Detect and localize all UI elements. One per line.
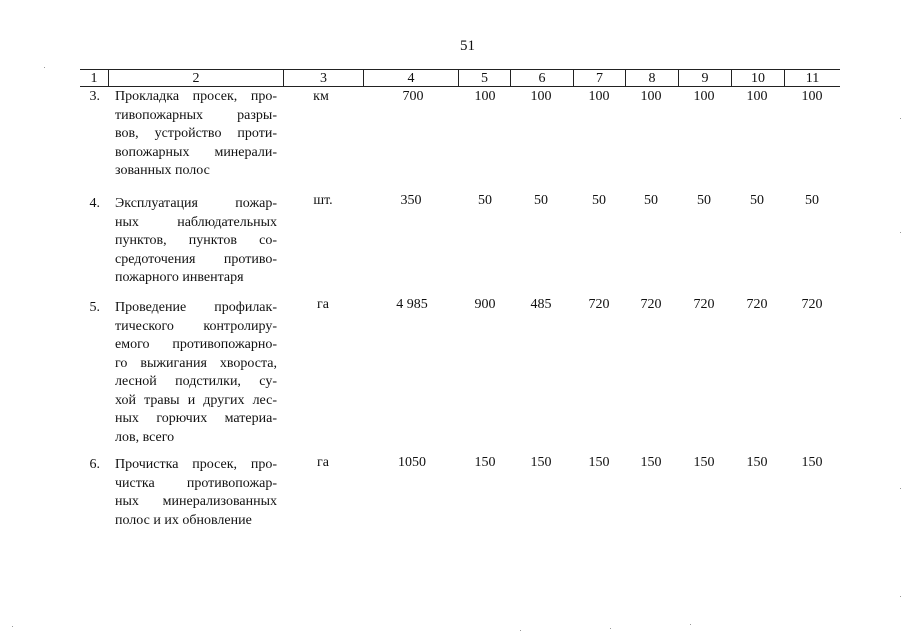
row-description (115, 88, 277, 181)
table-header (80, 69, 840, 87)
description-line: емого противопожарно- (115, 337, 277, 352)
description-line: полос и их обновление (115, 512, 252, 528)
value-cell: 150 (693, 455, 715, 470)
row-number: 6. (89, 457, 100, 472)
row-description (115, 299, 277, 447)
value-cell: 50 (750, 193, 764, 208)
description-line: тического контролиру- (115, 318, 277, 334)
page-number: 51 (460, 38, 475, 54)
value-cell: 100 (693, 89, 715, 104)
scan-speck (610, 628, 611, 629)
description-line: Проведение профилак- (115, 300, 277, 315)
value-cell: 50 (478, 193, 492, 208)
unit-cell: шт. (313, 193, 333, 208)
scan-speck (900, 488, 901, 489)
description-line: ных горючих материа- (115, 411, 277, 426)
value-cell: 50 (805, 193, 819, 208)
header-col-7: 7 (573, 70, 625, 87)
total-cell: 4 985 (396, 297, 428, 312)
header-col-8: 8 (625, 70, 678, 87)
total-cell: 1050 (398, 455, 426, 470)
value-cell: 100 (746, 89, 768, 104)
description-line: ных минерализованных (115, 494, 277, 509)
value-cell: 150 (801, 455, 823, 470)
description-line: пунктов, пунктов со- (115, 233, 277, 248)
value-cell: 720 (588, 297, 610, 312)
value-cell: 485 (530, 297, 552, 312)
description-line: хой травы и других лес- (115, 392, 277, 408)
scan-speck (520, 630, 521, 631)
row-number: 4. (89, 196, 100, 211)
value-cell: 50 (592, 193, 606, 208)
value-cell: 720 (801, 297, 823, 312)
scan-speck (690, 624, 691, 625)
header-col-5: 5 (458, 70, 510, 87)
scan-speck (900, 118, 901, 119)
row-number: 3. (89, 89, 100, 104)
description-line: чистка противопожар- (115, 475, 277, 491)
value-cell: 720 (640, 297, 662, 312)
description-line: вов, устройство проти- (115, 126, 277, 141)
header-col-11: 11 (784, 70, 840, 87)
description-line: зованных полос (115, 163, 210, 178)
header-col-4: 4 (363, 70, 458, 87)
value-cell: 50 (534, 193, 548, 208)
value-cell: 100 (801, 89, 823, 104)
description-line: Прокладка просек, про- (115, 89, 277, 104)
scan-speck (900, 596, 901, 597)
header-col-9: 9 (678, 70, 731, 87)
description-line: Прочистка просек, про- (115, 457, 277, 472)
description-line: лов, всего (115, 429, 175, 445)
row-description (115, 456, 277, 530)
value-cell: 100 (530, 89, 552, 104)
value-cell: 150 (530, 455, 552, 470)
value-cell: 720 (693, 297, 715, 312)
value-cell: 100 (474, 89, 496, 104)
scan-speck (44, 67, 45, 68)
row-number: 5. (89, 300, 100, 315)
description-line: го выжигания хвороста, (115, 355, 277, 371)
header-col-6: 6 (510, 70, 573, 87)
description-line: ных наблюдательных (115, 214, 277, 230)
value-cell: 150 (746, 455, 768, 470)
header-col-10: 10 (731, 70, 784, 87)
total-cell: 700 (402, 89, 424, 104)
total-cell: 350 (400, 193, 422, 208)
description-line: пожарного инвентаря (115, 270, 244, 285)
description-line: Эксплуатация пожар- (115, 196, 277, 211)
scan-speck (900, 232, 901, 233)
value-cell: 150 (640, 455, 662, 470)
value-cell: 50 (697, 193, 711, 208)
unit-cell: га (317, 455, 329, 470)
header-col-2: 2 (108, 70, 283, 87)
row-description (115, 195, 277, 288)
value-cell: 900 (474, 297, 496, 312)
value-cell: 100 (588, 89, 610, 104)
unit-cell: км (313, 89, 329, 104)
scan-speck (12, 626, 13, 627)
description-line: вопожарных минерали- (115, 144, 277, 160)
description-line: лесной подстилки, су- (115, 374, 277, 389)
header-col-3: 3 (283, 70, 363, 87)
value-cell: 100 (640, 89, 662, 104)
description-line: тивопожарных разры- (115, 107, 277, 123)
value-cell: 150 (588, 455, 610, 470)
description-line: средоточения противо- (115, 251, 277, 267)
unit-cell: га (317, 297, 329, 312)
header-col-1: 1 (90, 71, 98, 86)
value-cell: 720 (746, 297, 768, 312)
value-cell: 50 (644, 193, 658, 208)
value-cell: 150 (474, 455, 496, 470)
